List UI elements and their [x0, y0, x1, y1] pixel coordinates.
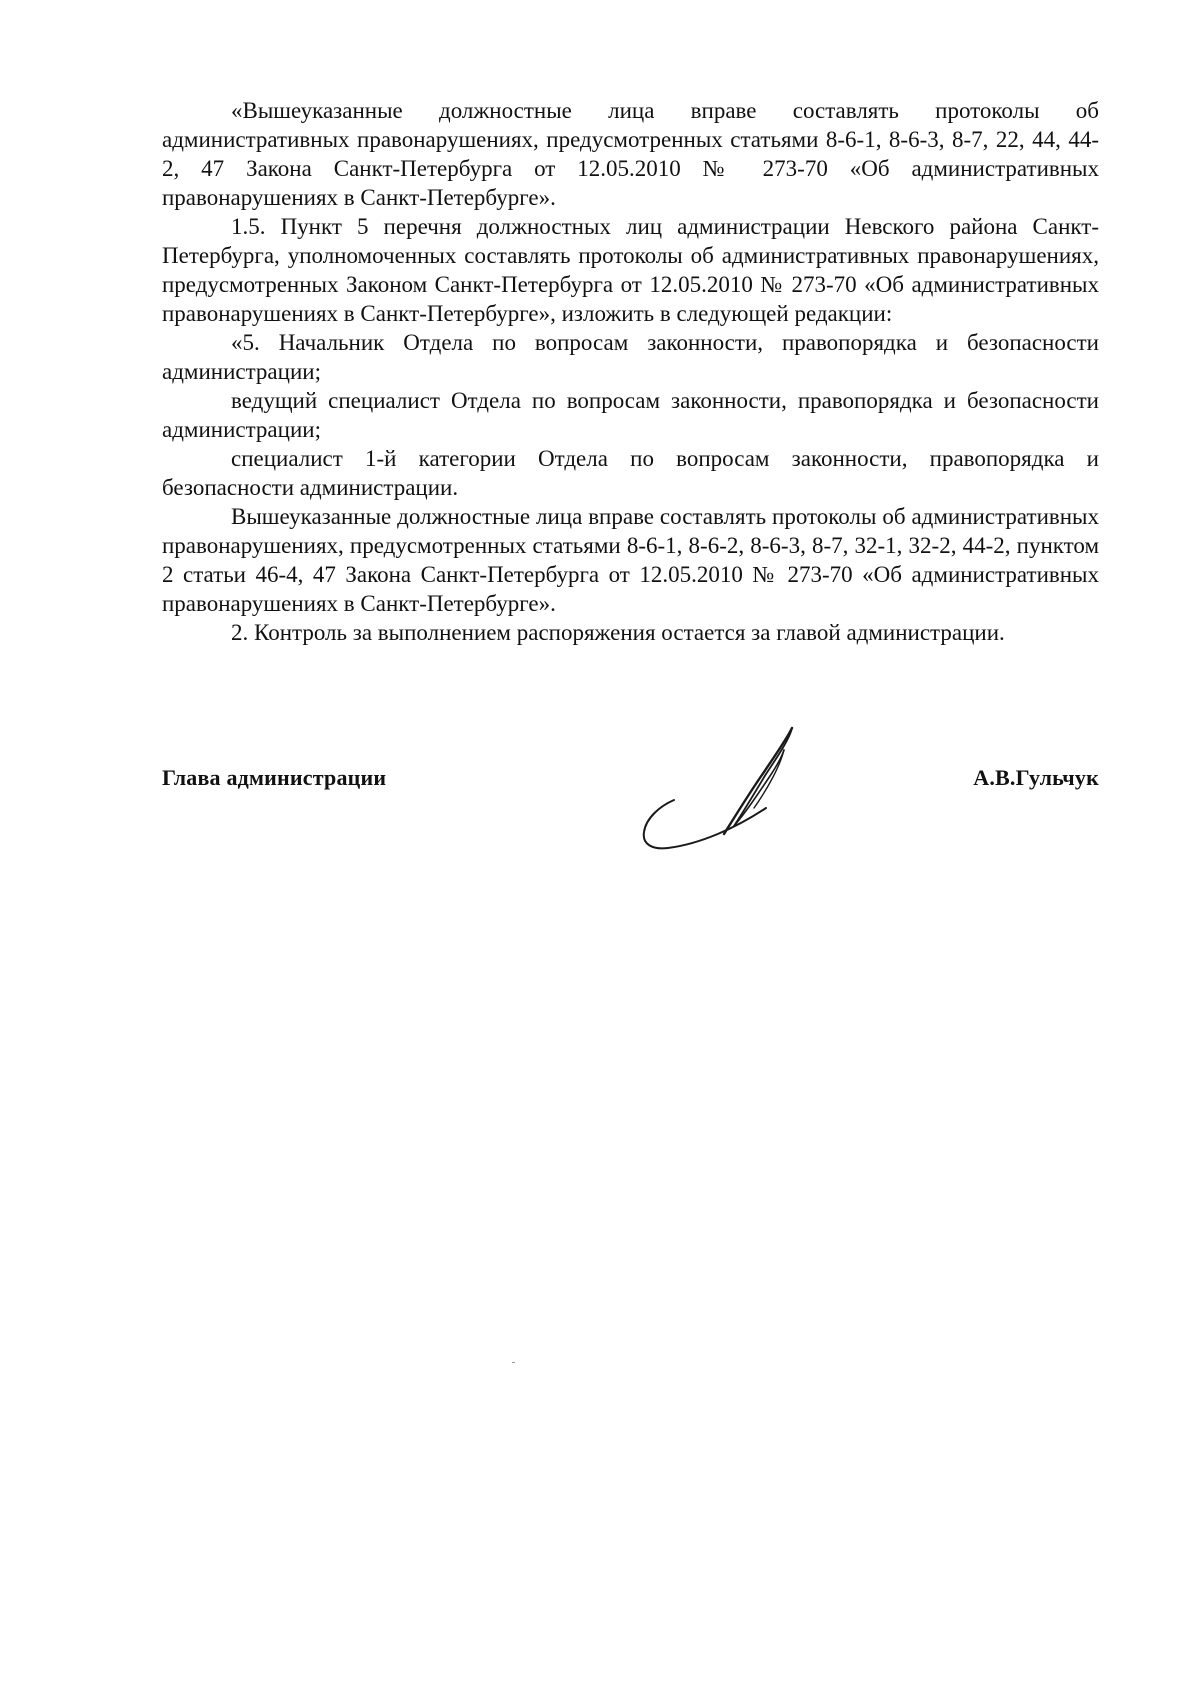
- paragraph-item-1-5: 1.5. Пункт 5 перечня должностных лиц администрации Невского района Санкт-Петербурга, уполномоченных составлять протоколы об административных правонарушениях, предусмотренных Законом Санкт-Петербурга от 12.05.2010 № 273-70 «Об административных правонарушениях в Санкт-Петербурге», изложить в следующей редакции:: [162, 214, 1099, 326]
- handwritten-signature-icon: [638, 722, 856, 862]
- paragraph-item-5-head: «5. Начальник Отдела по вопросам законности, правопорядка и безопасности администрации;: [162, 330, 1099, 384]
- signatory-title: Глава администрации: [162, 765, 387, 790]
- signature-block: [162, 757, 1099, 797]
- document-body: [162, 96, 1099, 647]
- paragraph-control: 2. Контроль за выполнением распоряжения остается за главой администрации.: [231, 620, 1005, 645]
- paragraph-lead-specialist: ведущий специалист Отдела по вопросам законности, правопорядка и безопасности администрации;: [162, 388, 1099, 442]
- signatory-name: А.В.Гульчук: [973, 765, 1099, 790]
- scan-speck: [512, 1362, 515, 1363]
- paragraph-officials-rights-2: Вышеуказанные должностные лица вправе составлять протоколы об административных правонарушениях, предусмотренных статьями 8-6-1, 8-6-2, 8-6-3, 8-7, 32-1, 32-2, 44-2, пунктом 2 статьи 46-4, 47 Закона Санкт-Петербурга от 12.05.2010 № 273-70 «Об административных правонарушениях в Санкт-Петербурге».: [162, 504, 1099, 616]
- paragraph-specialist-1st-category: специалист 1-й категории Отдела по вопросам законности, правопорядка и безопасности администрации.: [162, 446, 1099, 500]
- paragraph-officials-rights-1: «Вышеуказанные должностные лица вправе составлять протоколы об административных правонарушениях, предусмотренных статьями 8-6-1, 8-6-3, 8-7, 22, 44, 44-2, 47 Закона Санкт-Петербурга от 12.05.2010 № 273-70 «Об административных правонарушениях в Санкт-Петербурге».: [162, 98, 1099, 210]
